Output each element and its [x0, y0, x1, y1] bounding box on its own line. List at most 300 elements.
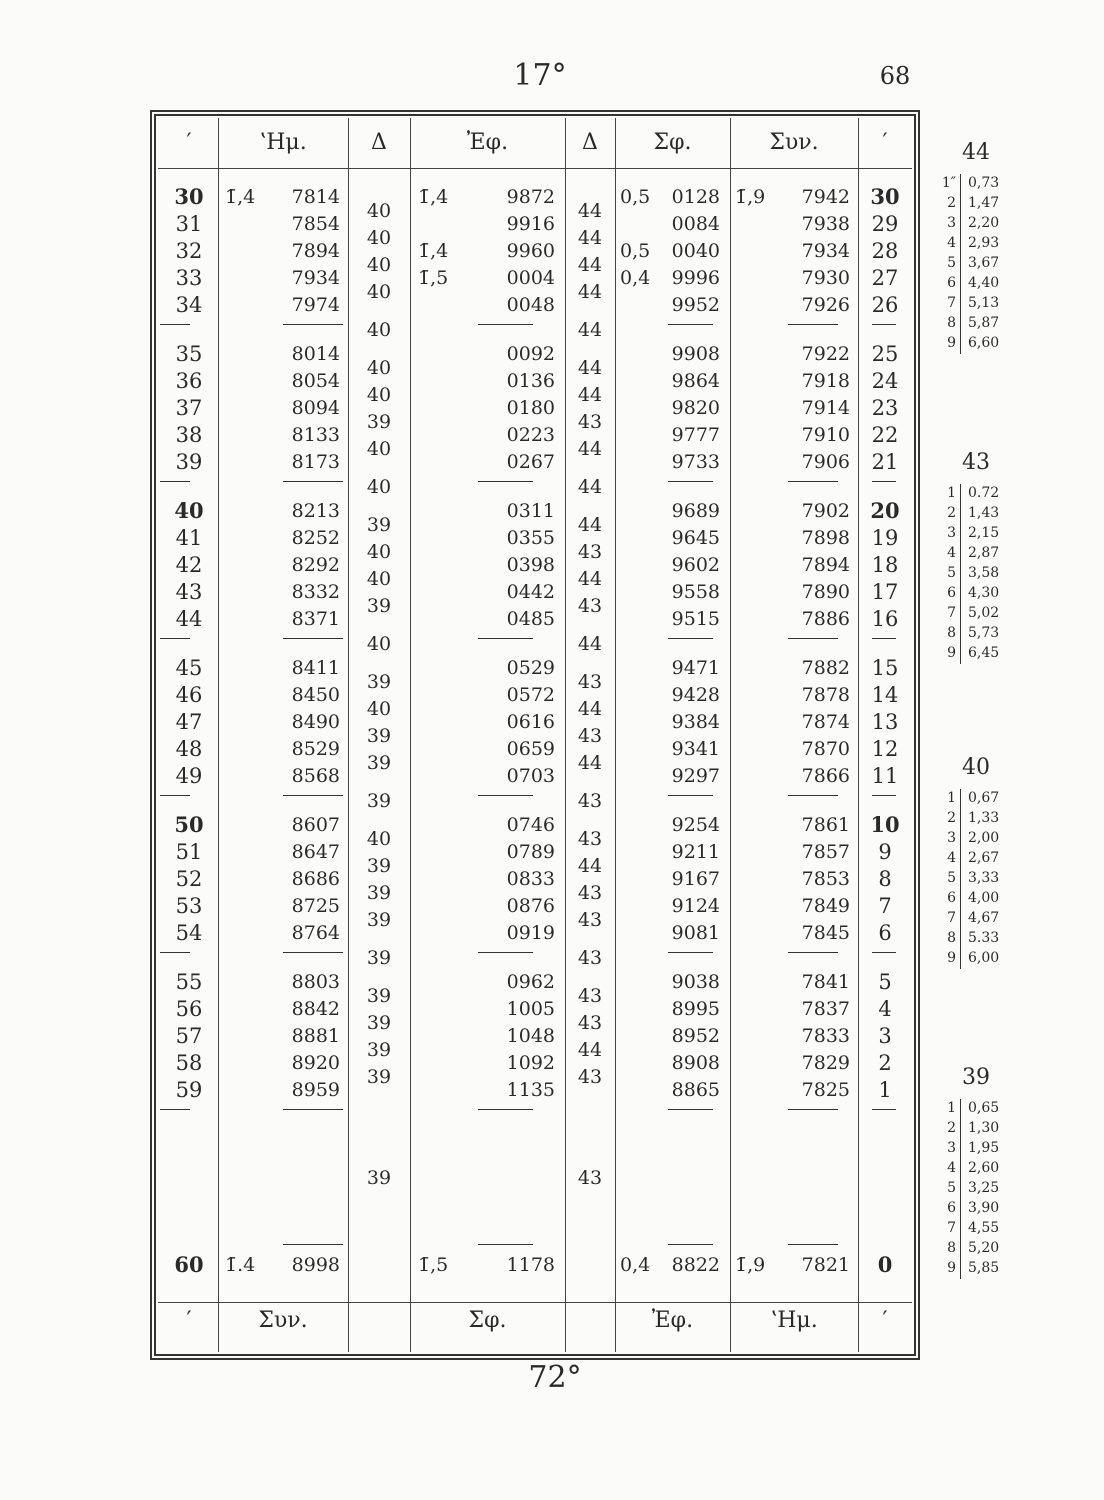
column-rule — [730, 118, 731, 1352]
sine-diff-cell: 39 — [366, 1038, 392, 1061]
sine-cell: 8371 — [291, 608, 340, 630]
group-separator — [788, 481, 838, 482]
cotangent-cell: 9820 — [671, 397, 720, 419]
pp-value: 6,00 — [968, 950, 1000, 966]
tangent-cell: 9960 — [506, 240, 555, 262]
tangent-cell: 9872 — [506, 186, 555, 208]
tangent-cell: 0398 — [506, 554, 555, 576]
tangent-diff-cell: 43 — [577, 827, 603, 850]
sine-diff-cell: 39 — [366, 946, 392, 969]
tangent-diff-cell: 43 — [577, 908, 603, 931]
sine-diff-cell: 39 — [366, 854, 392, 877]
column-header: ʽΗμ. — [259, 130, 307, 155]
pp-title: 39 — [962, 1065, 990, 1090]
group-separator — [478, 952, 533, 953]
characteristic-cell: 0,5 — [620, 240, 651, 262]
column-footer: ʽΗμ. — [770, 1308, 818, 1333]
minute-right-cell: 16 — [871, 607, 899, 631]
cotangent-cell: 9602 — [671, 554, 720, 576]
minute-right-cell: 22 — [871, 423, 899, 447]
cotangent-cell: 9515 — [671, 608, 720, 630]
sine-diff-cell: 39 — [366, 670, 392, 693]
minute-cell: 42 — [175, 553, 203, 577]
characteristic-cell: 1̄,4 — [418, 186, 449, 208]
minute-cell: 46 — [175, 683, 203, 707]
tangent-cell: 0442 — [506, 581, 555, 603]
sine-diff-cell: 39 — [366, 1166, 392, 1189]
minute-cell: 32 — [175, 239, 203, 263]
minute-right-cell: 7 — [878, 894, 892, 918]
pp-title: 44 — [962, 140, 990, 165]
tangent-diff-cell: 43 — [577, 594, 603, 617]
pp-count: 4 — [947, 1160, 956, 1176]
column-rule — [615, 118, 616, 1352]
group-separator — [788, 795, 838, 796]
pp-value: 0,65 — [968, 1100, 1000, 1116]
cotangent-cell: 9908 — [671, 343, 720, 365]
column-header: Ἐφ. — [466, 130, 509, 155]
sine-cell: 8920 — [291, 1052, 340, 1074]
minute-cell: 57 — [175, 1024, 203, 1048]
group-separator — [283, 1244, 343, 1245]
minute-cell: 59 — [175, 1078, 203, 1102]
minute-right-cell: 23 — [871, 396, 899, 420]
group-separator — [872, 795, 896, 796]
pp-value: 5,85 — [968, 1260, 1000, 1276]
pp-count: 1″ — [941, 175, 956, 191]
sine-cell: 8213 — [291, 500, 340, 522]
minute-right-cell: 30 — [870, 184, 900, 209]
tangent-diff-cell: 44 — [577, 437, 603, 460]
group-separator — [283, 1109, 343, 1110]
pp-count: 6 — [947, 890, 956, 906]
cotangent-cell: 8908 — [671, 1052, 720, 1074]
cotangent-cell: 8822 — [671, 1254, 720, 1276]
pp-count: 3 — [947, 525, 956, 541]
pp-value: 1,43 — [968, 505, 1000, 521]
group-separator — [160, 1109, 190, 1110]
cotangent-cell: 9471 — [671, 657, 720, 679]
pp-count: 5 — [947, 565, 956, 581]
sine-cell: 8959 — [291, 1079, 340, 1101]
column-header: ′ — [882, 130, 888, 155]
sine-cell: 8450 — [291, 684, 340, 706]
pp-count: 2 — [947, 195, 956, 211]
pp-count: 7 — [947, 1220, 956, 1236]
sine-cell: 7854 — [291, 213, 340, 235]
pp-value: 2,60 — [968, 1160, 1000, 1176]
tangent-diff-cell: 43 — [577, 670, 603, 693]
sine-diff-cell: 40 — [366, 827, 392, 850]
tangent-cell: 9916 — [506, 213, 555, 235]
column-footer: Συν. — [258, 1308, 308, 1333]
header-rule — [158, 168, 912, 169]
minute-cell: 43 — [175, 580, 203, 604]
sine-cell: 8252 — [291, 527, 340, 549]
cotangent-cell: 9124 — [671, 895, 720, 917]
tangent-diff-cell: 44 — [577, 751, 603, 774]
pp-value: 3,90 — [968, 1200, 1000, 1216]
minute-cell: 53 — [175, 894, 203, 918]
pp-divider — [960, 484, 961, 664]
minute-right-cell: 3 — [878, 1024, 892, 1048]
pp-count: 9 — [947, 645, 956, 661]
group-separator — [668, 1244, 713, 1245]
minute-cell: 52 — [175, 867, 203, 891]
minute-cell: 47 — [175, 710, 203, 734]
column-header: Δ — [371, 130, 387, 155]
pp-value: 3,25 — [968, 1180, 1000, 1196]
pp-value: 2,87 — [968, 545, 1000, 561]
cotangent-cell: 9167 — [671, 868, 720, 890]
minute-right-cell: 28 — [871, 239, 899, 263]
pp-value: 5,87 — [968, 315, 1000, 331]
characteristic-cell: 1̄,9 — [735, 1254, 766, 1276]
cosine-cell: 7861 — [801, 814, 850, 836]
minute-cell: 30 — [174, 184, 204, 209]
sine-cell: 8173 — [291, 451, 340, 473]
sine-cell: 8842 — [291, 998, 340, 1020]
group-separator — [872, 324, 896, 325]
tangent-cell: 0048 — [506, 294, 555, 316]
sine-diff-cell: 40 — [366, 383, 392, 406]
column-header: Σφ. — [653, 130, 692, 155]
minute-cell: 51 — [175, 840, 203, 864]
pp-divider — [960, 789, 961, 969]
pp-value: 6,60 — [968, 335, 1000, 351]
tangent-cell: 0962 — [506, 971, 555, 993]
group-separator — [283, 638, 343, 639]
pp-value: 4,55 — [968, 1220, 1000, 1236]
tangent-cell: 0876 — [506, 895, 555, 917]
tangent-diff-cell: 44 — [577, 199, 603, 222]
cosine-cell: 7878 — [801, 684, 850, 706]
cosine-cell: 7821 — [801, 1254, 850, 1276]
sine-diff-cell: 39 — [366, 724, 392, 747]
cotangent-cell: 9254 — [671, 814, 720, 836]
pp-value: 1,33 — [968, 810, 1000, 826]
group-separator — [872, 638, 896, 639]
tangent-cell: 0616 — [506, 711, 555, 733]
sine-cell: 8490 — [291, 711, 340, 733]
characteristic-cell: 1̄,5 — [418, 267, 449, 289]
cotangent-cell: 0128 — [671, 186, 720, 208]
pp-title: 43 — [962, 450, 990, 475]
pp-value: 1,30 — [968, 1120, 1000, 1136]
group-separator — [872, 481, 896, 482]
pp-value: 5.33 — [968, 930, 1000, 946]
sine-diff-cell: 39 — [366, 513, 392, 536]
page-degree-title: 17° — [513, 58, 567, 93]
minute-right-cell: 5 — [878, 970, 892, 994]
column-footer: Ἐφ. — [651, 1308, 694, 1333]
pp-count: 7 — [947, 605, 956, 621]
tangent-diff-cell: 44 — [577, 567, 603, 590]
cotangent-cell: 9384 — [671, 711, 720, 733]
minute-cell: 38 — [175, 423, 203, 447]
column-header: Συν. — [769, 130, 819, 155]
tangent-cell: 0092 — [506, 343, 555, 365]
tangent-diff-cell: 44 — [577, 475, 603, 498]
tangent-diff-cell: 44 — [577, 318, 603, 341]
column-footer: ′ — [882, 1308, 888, 1333]
cosine-cell: 7837 — [801, 998, 850, 1020]
cosine-cell: 7930 — [801, 267, 850, 289]
tangent-cell: 0529 — [506, 657, 555, 679]
minute-cell: 58 — [175, 1051, 203, 1075]
tangent-cell: 0789 — [506, 841, 555, 863]
characteristic-cell: 1̄,9 — [735, 186, 766, 208]
minute-cell: 33 — [175, 266, 203, 290]
cotangent-cell: 9341 — [671, 738, 720, 760]
sine-cell: 8292 — [291, 554, 340, 576]
minute-right-cell: 4 — [878, 997, 892, 1021]
sine-diff-cell: 39 — [366, 908, 392, 931]
pp-count: 9 — [947, 950, 956, 966]
group-separator — [788, 952, 838, 953]
minute-right-cell: 26 — [871, 293, 899, 317]
group-separator — [668, 638, 713, 639]
sine-cell: 8411 — [291, 657, 340, 679]
pp-value: 3,67 — [968, 255, 1000, 271]
group-separator — [283, 481, 343, 482]
tangent-diff-cell: 43 — [577, 1166, 603, 1189]
minute-cell: 36 — [175, 369, 203, 393]
sine-cell: 7894 — [291, 240, 340, 262]
cosine-cell: 7849 — [801, 895, 850, 917]
sine-diff-cell: 39 — [366, 984, 392, 1007]
minute-right-cell: 20 — [870, 498, 900, 523]
cotangent-cell: 8995 — [671, 998, 720, 1020]
tangent-diff-cell: 43 — [577, 946, 603, 969]
pp-value: 1,47 — [968, 195, 1000, 211]
group-separator — [283, 795, 343, 796]
tangent-cell: 1178 — [506, 1254, 555, 1276]
tangent-diff-cell: 43 — [577, 724, 603, 747]
pp-value: 5,20 — [968, 1240, 1000, 1256]
cotangent-cell: 9558 — [671, 581, 720, 603]
pp-value: 4,40 — [968, 275, 1000, 291]
cosine-cell: 7926 — [801, 294, 850, 316]
tangent-cell: 0572 — [506, 684, 555, 706]
tangent-cell: 1005 — [506, 998, 555, 1020]
cosine-cell: 7833 — [801, 1025, 850, 1047]
pp-value: 4,30 — [968, 585, 1000, 601]
group-separator — [668, 481, 713, 482]
sine-cell: 8568 — [291, 765, 340, 787]
minute-cell: 50 — [174, 812, 204, 837]
pp-value: 2,93 — [968, 235, 1000, 251]
group-separator — [788, 638, 838, 639]
sine-cell: 8094 — [291, 397, 340, 419]
minute-right-cell: 11 — [871, 764, 899, 788]
tangent-diff-cell: 44 — [577, 280, 603, 303]
cotangent-cell: 9777 — [671, 424, 720, 446]
sine-diff-cell: 39 — [366, 1011, 392, 1034]
minute-cell: 48 — [175, 737, 203, 761]
tangent-cell: 0919 — [506, 922, 555, 944]
cotangent-cell: 9211 — [671, 841, 720, 863]
cosine-cell: 7866 — [801, 765, 850, 787]
sine-diff-cell: 39 — [366, 410, 392, 433]
sine-cell: 7934 — [291, 267, 340, 289]
pp-count: 4 — [947, 850, 956, 866]
cosine-cell: 7845 — [801, 922, 850, 944]
cotangent-cell: 0040 — [671, 240, 720, 262]
cotangent-cell: 9081 — [671, 922, 720, 944]
group-separator — [872, 1109, 896, 1110]
pp-value: 6,45 — [968, 645, 1000, 661]
minute-cell: 41 — [175, 526, 203, 550]
tangent-diff-cell: 44 — [577, 854, 603, 877]
pp-divider — [960, 1099, 961, 1279]
sine-diff-cell: 40 — [366, 318, 392, 341]
cotangent-cell: 8865 — [671, 1079, 720, 1101]
tangent-cell: 0004 — [506, 267, 555, 289]
tangent-cell: 1092 — [506, 1052, 555, 1074]
footer-rule — [158, 1302, 912, 1303]
group-separator — [160, 481, 190, 482]
cosine-cell: 7938 — [801, 213, 850, 235]
minute-cell: 35 — [175, 342, 203, 366]
column-footer: Σφ. — [468, 1308, 507, 1333]
minute-right-cell: 19 — [871, 526, 899, 550]
minute-right-cell: 8 — [878, 867, 892, 891]
sine-cell: 8725 — [291, 895, 340, 917]
pp-value: 1,95 — [968, 1140, 1000, 1156]
pp-count: 8 — [947, 625, 956, 641]
tangent-cell: 1135 — [506, 1079, 555, 1101]
pp-value: 2,20 — [968, 215, 1000, 231]
tangent-diff-cell: 44 — [577, 383, 603, 406]
tangent-cell: 1048 — [506, 1025, 555, 1047]
pp-value: 2,67 — [968, 850, 1000, 866]
cotangent-cell: 0084 — [671, 213, 720, 235]
sine-diff-cell: 39 — [366, 1065, 392, 1088]
group-separator — [160, 795, 190, 796]
tangent-cell: 0355 — [506, 527, 555, 549]
sine-cell: 8014 — [291, 343, 340, 365]
cosine-cell: 7910 — [801, 424, 850, 446]
minute-right-cell: 12 — [871, 737, 899, 761]
pp-count: 3 — [947, 1140, 956, 1156]
tangent-diff-cell: 44 — [577, 632, 603, 655]
pp-count: 1 — [947, 790, 956, 806]
tangent-diff-cell: 44 — [577, 1038, 603, 1061]
cosine-cell: 7882 — [801, 657, 850, 679]
pp-value: 0,67 — [968, 790, 1000, 806]
group-separator — [478, 1109, 533, 1110]
characteristic-cell: 1̄.4 — [225, 1254, 256, 1276]
sine-diff-cell: 40 — [366, 356, 392, 379]
tangent-diff-cell: 43 — [577, 1011, 603, 1034]
sine-diff-cell: 40 — [366, 280, 392, 303]
sine-diff-cell: 40 — [366, 437, 392, 460]
characteristic-cell: 0,5 — [620, 186, 651, 208]
minute-cell: 39 — [175, 450, 203, 474]
pp-count: 9 — [947, 335, 956, 351]
pp-count: 1 — [947, 485, 956, 501]
tangent-diff-cell: 43 — [577, 881, 603, 904]
pp-count: 6 — [947, 275, 956, 291]
pp-count: 6 — [947, 585, 956, 601]
tangent-cell: 0659 — [506, 738, 555, 760]
sine-diff-cell: 40 — [366, 632, 392, 655]
minute-right-cell: 15 — [871, 656, 899, 680]
tangent-diff-cell: 43 — [577, 984, 603, 1007]
cosine-cell: 7870 — [801, 738, 850, 760]
tangent-diff-cell: 44 — [577, 356, 603, 379]
tangent-cell: 0180 — [506, 397, 555, 419]
pp-value: 2,15 — [968, 525, 1000, 541]
minute-right-cell: 6 — [878, 921, 892, 945]
minute-right-cell: 27 — [871, 266, 899, 290]
pp-count: 8 — [947, 315, 956, 331]
cotangent-cell: 8952 — [671, 1025, 720, 1047]
cotangent-cell: 9689 — [671, 500, 720, 522]
pp-count: 8 — [947, 1240, 956, 1256]
sine-diff-cell: 39 — [366, 789, 392, 812]
group-separator — [478, 795, 533, 796]
minute-right-cell: 10 — [870, 812, 900, 837]
minute-right-cell: 18 — [871, 553, 899, 577]
cotangent-cell: 9733 — [671, 451, 720, 473]
minute-right-cell: 14 — [871, 683, 899, 707]
cosine-cell: 7829 — [801, 1052, 850, 1074]
tangent-diff-cell: 44 — [577, 253, 603, 276]
minute-right-cell: 13 — [871, 710, 899, 734]
minute-cell: 56 — [175, 997, 203, 1021]
pp-divider — [960, 174, 961, 354]
tangent-cell: 0267 — [506, 451, 555, 473]
minute-cell: 31 — [175, 212, 203, 236]
cosine-cell: 7934 — [801, 240, 850, 262]
sine-diff-cell: 40 — [366, 199, 392, 222]
pp-count: 4 — [947, 545, 956, 561]
sine-diff-cell: 40 — [366, 540, 392, 563]
pp-value: 5,02 — [968, 605, 1000, 621]
pp-value: 3,58 — [968, 565, 1000, 581]
minute-right-cell: 24 — [871, 369, 899, 393]
cotangent-cell: 9038 — [671, 971, 720, 993]
pp-count: 9 — [947, 1260, 956, 1276]
pp-count: 7 — [947, 910, 956, 926]
tangent-diff-cell: 43 — [577, 410, 603, 433]
pp-title: 40 — [962, 755, 990, 780]
cosine-cell: 7886 — [801, 608, 850, 630]
cosine-cell: 7906 — [801, 451, 850, 473]
cotangent-cell: 9645 — [671, 527, 720, 549]
cosine-cell: 7922 — [801, 343, 850, 365]
characteristic-cell: 1̄,4 — [225, 186, 256, 208]
cosine-cell: 7874 — [801, 711, 850, 733]
sine-diff-cell: 39 — [366, 881, 392, 904]
group-separator — [160, 324, 190, 325]
sine-cell: 8803 — [291, 971, 340, 993]
cotangent-cell: 9297 — [671, 765, 720, 787]
tangent-diff-cell: 43 — [577, 789, 603, 812]
column-rule — [410, 118, 411, 1352]
minute-cell: 60 — [174, 1252, 204, 1277]
cosine-cell: 7857 — [801, 841, 850, 863]
sine-cell: 8332 — [291, 581, 340, 603]
cosine-cell: 7853 — [801, 868, 850, 890]
cotangent-cell: 9428 — [671, 684, 720, 706]
pp-count: 5 — [947, 255, 956, 271]
cosine-cell: 7918 — [801, 370, 850, 392]
minute-right-cell: 2 — [878, 1051, 892, 1075]
cosine-cell: 7902 — [801, 500, 850, 522]
